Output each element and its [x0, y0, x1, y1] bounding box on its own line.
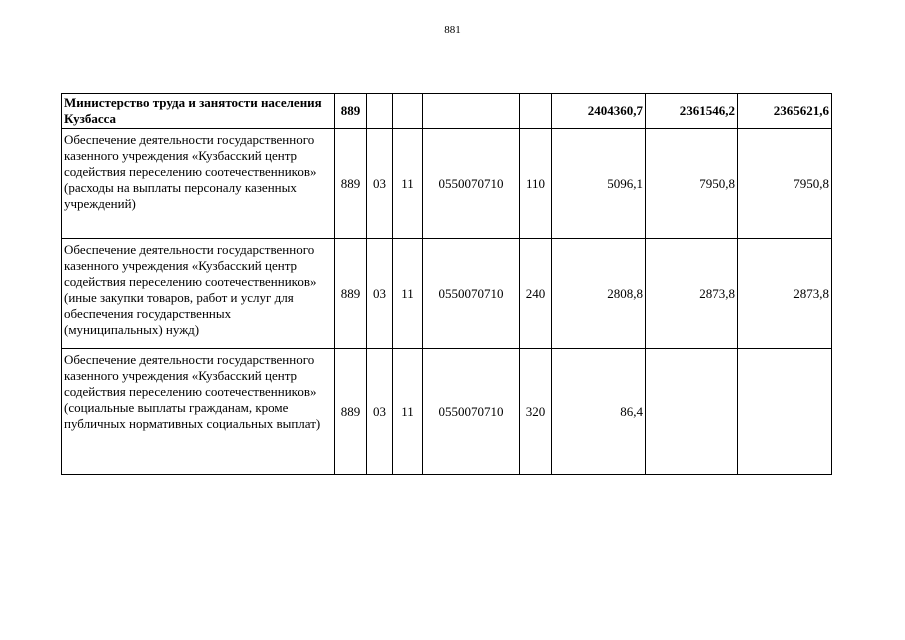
vr-code-cell: 320 — [520, 349, 552, 475]
pr-code-cell: 11 — [393, 349, 423, 475]
table-row — [62, 349, 832, 475]
sum-year2-cell — [646, 349, 738, 475]
ved-code-cell: 889 — [335, 129, 367, 239]
table-row — [62, 239, 832, 349]
sum-year2-cell: 2361546,2 — [646, 94, 738, 129]
expense-name-cell: Обеспечение деятельности государственного казенного учреждения «Кузбасский центр содействия переселению соотечественников» (социальные выплаты гражданам, кроме публичных нормативных социальных выплат) — [62, 349, 335, 475]
rz-code-cell: 03 — [367, 129, 393, 239]
ministry-name-cell: Министерство труда и занятости населения Кузбасса — [62, 94, 335, 129]
rz-code-cell: 03 — [367, 349, 393, 475]
vr-code-cell: 110 — [520, 129, 552, 239]
sum-year2-cell: 2873,8 — [646, 239, 738, 349]
sum-year3-cell: 7950,8 — [738, 129, 832, 239]
ministry-total-row — [62, 94, 832, 129]
sum-year3-cell: 2365621,6 — [738, 94, 832, 129]
csr-code-cell: 0550070710 — [423, 349, 520, 475]
sum-year2-cell: 7950,8 — [646, 129, 738, 239]
sum-year3-cell: 2873,8 — [738, 239, 832, 349]
expense-name-cell: Обеспечение деятельности государственного казенного учреждения «Кузбасский центр содействия переселению соотечественников» (расходы на выплаты персоналу казенных учреждений) — [62, 129, 335, 239]
ved-code-cell: 889 — [335, 349, 367, 475]
table-row — [62, 129, 832, 239]
sum-year1-cell: 2808,8 — [552, 239, 646, 349]
pr-code-cell: 11 — [393, 129, 423, 239]
sum-year1-cell: 86,4 — [552, 349, 646, 475]
rz-code-cell — [367, 94, 393, 129]
pr-code-cell — [393, 94, 423, 129]
csr-code-cell: 0550070710 — [423, 239, 520, 349]
ved-code-cell: 889 — [335, 239, 367, 349]
csr-code-cell: 0550070710 — [423, 129, 520, 239]
rz-code-cell: 03 — [367, 239, 393, 349]
sum-year1-cell: 5096,1 — [552, 129, 646, 239]
sum-year1-cell: 2404360,7 — [552, 94, 646, 129]
budget-table — [61, 93, 832, 475]
sum-year3-cell — [738, 349, 832, 475]
csr-code-cell — [423, 94, 520, 129]
expense-name-cell: Обеспечение деятельности государственного казенного учреждения «Кузбасский центр содействия переселению соотечественников» (иные закупки товаров, работ и услуг для обеспечения государственных (муниципальных) нужд) — [62, 239, 335, 349]
vr-code-cell — [520, 94, 552, 129]
page-number: 881 — [444, 24, 461, 36]
vr-code-cell: 240 — [520, 239, 552, 349]
pr-code-cell: 11 — [393, 239, 423, 349]
ved-code-cell: 889 — [335, 94, 367, 129]
